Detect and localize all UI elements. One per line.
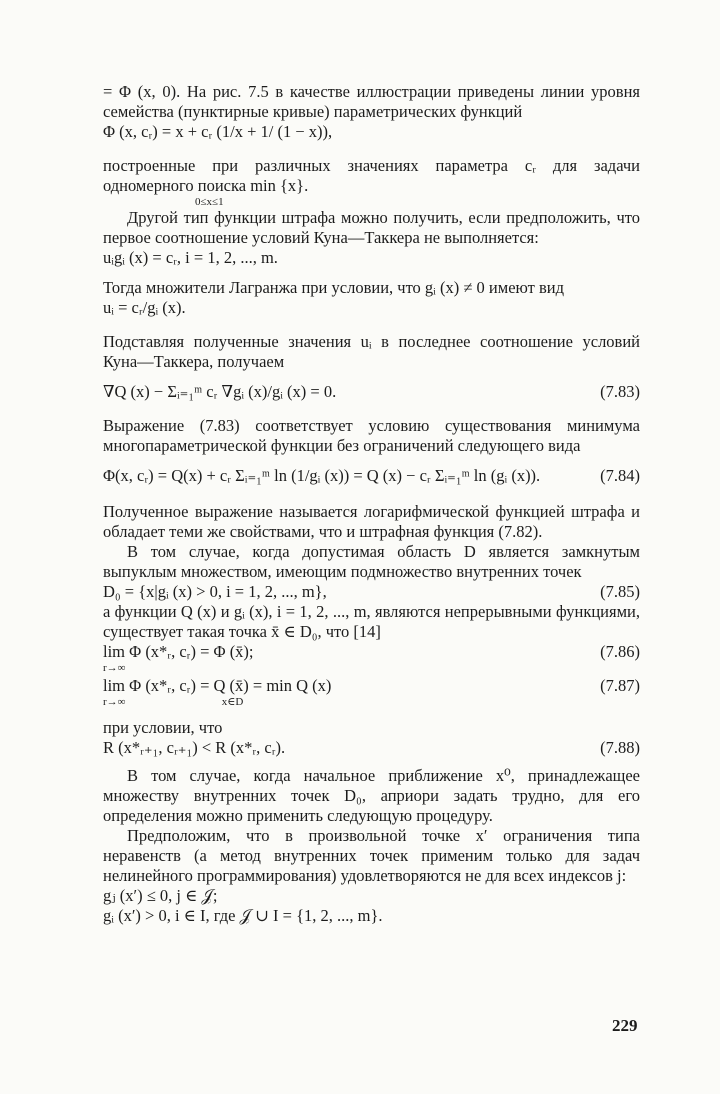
equation-7-84 bbox=[103, 456, 640, 496]
equation-text: lim Φ (x*ᵣ, cᵣ) = Φ (x̄); bbox=[103, 642, 254, 661]
paragraph: Выражение (7.83) соответствует условию существования минимума многопараметрической функции без ограничений следующего вида bbox=[103, 416, 640, 455]
paragraph: В том случае, когда допустимая область D является замкнутым выпуклым множеством, имеющим подмножество внутренних точек bbox=[103, 542, 640, 581]
paragraph: Предположим, что в произвольной точке x′ ограничения типа неравенств (а метод внутренних точек применим только для задач нелинейного программирования) удовлетворяются не для всех индексов j: bbox=[103, 826, 640, 885]
subscript: r→∞ bbox=[103, 662, 126, 674]
formula-text: uᵢ = cᵣ/gᵢ (x). bbox=[103, 298, 186, 317]
formula bbox=[103, 298, 640, 318]
formula bbox=[103, 906, 640, 926]
equation-number: (7.86) bbox=[600, 642, 640, 661]
equation-7-83 bbox=[103, 372, 640, 412]
equation-text: lim Φ (x*ᵣ, cᵣ) = Q (x̄) = min Q (x) bbox=[103, 676, 332, 695]
paragraph: Подставляя полученные значения uᵢ в последнее соотношение условий Куна—Таккера, получаем bbox=[103, 332, 640, 371]
page-number: 229 bbox=[612, 1016, 638, 1035]
paragraph: при условии, что bbox=[103, 718, 223, 737]
page-body bbox=[103, 82, 640, 926]
equation-7-88 bbox=[103, 738, 640, 758]
equation-text: ∇Q (x) − Σᵢ₌₁ᵐ cᵣ ∇gᵢ (x)/gᵢ (x) = 0. bbox=[103, 382, 337, 401]
formula-text: gᵢ (x′) > 0, i ∈ I, где 𝒥 ∪ I = {1, 2, ..., m}. bbox=[103, 906, 383, 925]
formula-text: gⱼ (x′) ≤ 0, j ∈ 𝒥; bbox=[103, 886, 218, 905]
equation-text: D₀ = {x|gᵢ (x) > 0, i = 1, 2, ..., m}, bbox=[103, 582, 327, 601]
subscript: 0≤x≤1 bbox=[195, 196, 224, 208]
equation-text: R (x*ᵣ₊₁, cᵣ₊₁) < R (x*ᵣ, cᵣ). bbox=[103, 738, 286, 757]
equation-number: (7.85) bbox=[600, 582, 640, 601]
paragraph: = Φ (x, 0). На рис. 7.5 в качестве иллюстрации приведены линии уровня семейства (пунктирные кривые) параметрических функций bbox=[103, 82, 640, 121]
paragraph: Тогда множители Лагранжа при условии, что gᵢ (x) ≠ 0 имеют вид bbox=[103, 278, 564, 297]
equation-number: (7.88) bbox=[600, 738, 640, 757]
equation-text: Φ(x, cᵣ) = Q(x) + cᵣ Σᵢ₌₁ᵐ ln (1/gᵢ (x)) = Q (x) − cᵣ Σᵢ₌₁ᵐ ln (gᵢ (x)). bbox=[103, 466, 541, 485]
paragraph: Полученное выражение называется логарифмической функцией штрафа и обладает теми же свойствами, что и штрафная функция (7.82). bbox=[103, 502, 640, 541]
formula-text: Φ (x, cᵣ) = x + cᵣ (1/x + 1/ (1 − x)), bbox=[103, 122, 333, 141]
paragraph: Другой тип функции штрафа можно получить, если предположить, что первое соотношение условий Куна—Таккера не выполняется: bbox=[103, 208, 640, 247]
formula bbox=[103, 248, 640, 268]
paragraph: построенные при различных значениях параметра cᵣ для задачи одномерного поиска min {x}. bbox=[103, 156, 640, 195]
subscript: r→∞ x∈D bbox=[103, 696, 244, 708]
equation-7-87 bbox=[103, 676, 640, 696]
formula bbox=[103, 122, 640, 142]
equation-number: (7.84) bbox=[600, 466, 640, 485]
paragraph: а функции Q (x) и gᵢ (x), i = 1, 2, ..., m, являются непрерывными функциями, существует такая точка x̄ ∈ D₀, что [14] bbox=[103, 602, 640, 641]
equation-7-86 bbox=[103, 642, 640, 662]
formula-text: uᵢgᵢ (x) = cᵣ, i = 1, 2, ..., m. bbox=[103, 248, 278, 267]
equation-number: (7.87) bbox=[600, 676, 640, 695]
equation-number: (7.83) bbox=[600, 382, 640, 401]
paragraph: В том случае, когда начальное приближение x⁰, принадлежащее множеству внутренних точек D₀, априори задать трудно, для его определения можно применить следующую процедуру. bbox=[103, 766, 640, 825]
equation-7-85 bbox=[103, 582, 640, 602]
formula bbox=[103, 886, 640, 906]
